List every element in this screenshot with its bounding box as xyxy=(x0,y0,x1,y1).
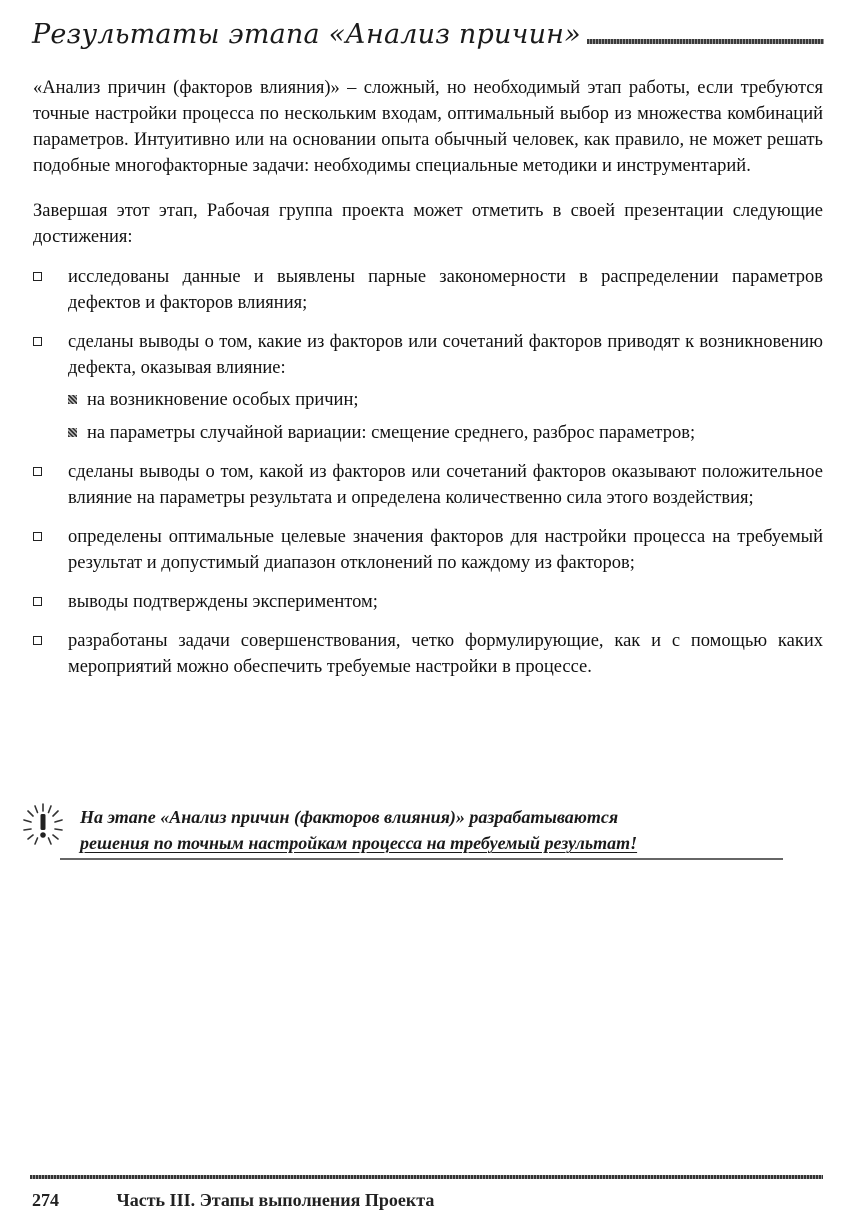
section-header xyxy=(32,12,824,52)
section-title: Результаты этапа «Анализ причин» xyxy=(32,19,581,50)
note-line-1: На этапе «Анализ причин (факторов влияния)» разрабатываются xyxy=(80,807,619,827)
intro-paragraph: «Анализ причин (факторов влияния)» – сложный, но необходимый этап работы, если требуются точные настройки процесса по нескольким входам, оптимальный выбор из множества комбинаций параметров. Интуитивно или на основании опыта обычный человек, как правило, не может решать подобные многофакторные задачи: необходимы специальные методики и инструментарий. xyxy=(33,78,823,176)
list-item xyxy=(33,524,823,576)
exclamation-burst-icon xyxy=(20,800,66,850)
page-footer xyxy=(32,1190,434,1211)
list-item xyxy=(33,628,823,680)
checkbox-bullet-icon xyxy=(33,337,42,346)
list-item-text: определены оптимальные целевые значения факторов для настройки процесса на требуемый результат и допустимый диапазон отклонений по каждому из факторов; xyxy=(68,527,823,573)
list-item xyxy=(33,459,823,511)
sub-list-item-text: на параметры случайной вариации: смещение среднего, разброс параметров; xyxy=(87,423,696,443)
checkbox-bullet-icon xyxy=(33,272,42,281)
sub-list xyxy=(68,387,823,446)
square-bullet-icon xyxy=(68,428,77,437)
checkbox-bullet-icon xyxy=(33,467,42,476)
page-number: 274 xyxy=(32,1190,59,1210)
key-note xyxy=(20,800,765,862)
header-rule xyxy=(587,39,824,44)
sub-list-item xyxy=(68,387,823,413)
list-item xyxy=(33,589,823,615)
list-item-text: выводы подтверждены экспериментом; xyxy=(68,592,378,612)
footer-section-title: Часть III. Этапы выполнения Проекта xyxy=(116,1190,435,1210)
footer-rule xyxy=(30,1175,823,1179)
list-item xyxy=(33,329,823,446)
list-item-text: разработаны задачи совершенствования, четко формулирующие, как и с помощью каких мероприятий можно обеспечить требуемые настройки в процессе. xyxy=(68,631,823,677)
sub-list-item xyxy=(68,420,823,446)
note-text xyxy=(80,804,770,856)
list-item-text: сделаны выводы о том, какие из факторов или сочетаний факторов приводят к возникновению дефекта, оказывая влияние: xyxy=(68,332,823,378)
list-item-text: исследованы данные и выявлены парные закономерности в распределении параметров дефектов и факторов влияния; xyxy=(68,267,823,313)
note-line-2: решения по точным настройкам процесса на требуемый результат! xyxy=(80,833,638,853)
achievements-list xyxy=(33,264,823,680)
lead-paragraph: Завершая этот этап, Рабочая группа проекта может отметить в своей презентации следующие достижения: xyxy=(33,201,823,247)
checkbox-bullet-icon xyxy=(33,597,42,606)
list-item xyxy=(33,264,823,316)
checkbox-bullet-icon xyxy=(33,636,42,645)
list-item-text: сделаны выводы о том, какой из факторов или сочетаний факторов оказывают положительное влияние на параметры результата и определена количественно сила этого воздействия; xyxy=(68,462,823,508)
sub-list-item-text: на возникновение особых причин; xyxy=(87,390,359,410)
checkbox-bullet-icon xyxy=(33,532,42,541)
body-content xyxy=(33,75,823,693)
square-bullet-icon xyxy=(68,395,77,404)
note-underline-rule xyxy=(60,858,783,860)
